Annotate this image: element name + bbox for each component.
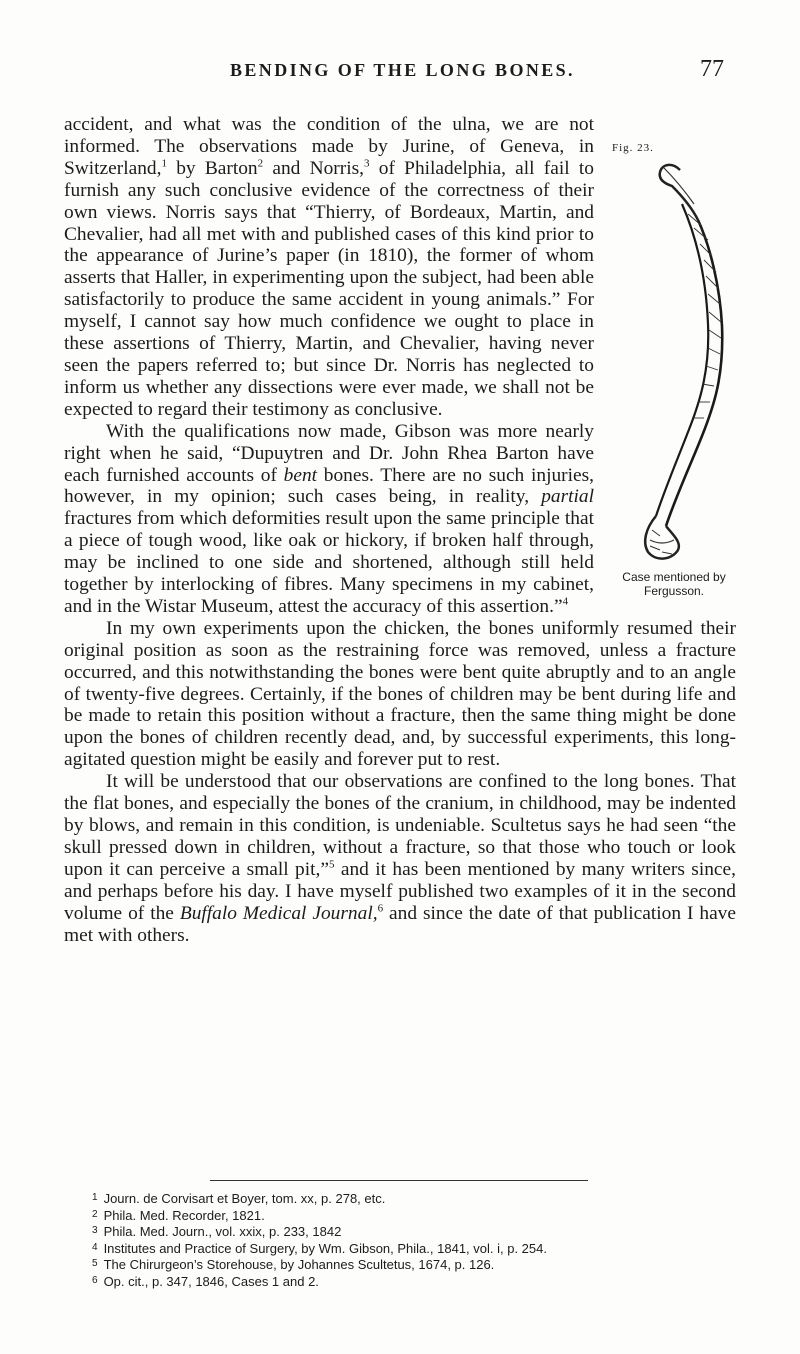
footnote: $^6$ Op. cit., p. 347, 1846, Cases 1 and 2. bbox=[92, 1273, 319, 1289]
footnote: $^4$ Institutes and Practice of Surgery, by Wm. Gibson, Phila., 1841, vol. i, p. 254. bbox=[92, 1240, 547, 1256]
page-number: 77 bbox=[700, 56, 724, 82]
footnote-ref-1: 1 bbox=[161, 157, 167, 170]
footnote-ref-3: 3 bbox=[364, 157, 370, 170]
footnote: $^5$ The Chirurgeon’s Storehouse, by Johannes Scultetus, 1674, p. 126. bbox=[92, 1257, 495, 1272]
footnote: $^2$ Phila. Med. Recorder, 1821. bbox=[92, 1207, 265, 1223]
footnote-divider bbox=[210, 1180, 588, 1181]
footnotes bbox=[92, 1190, 752, 1289]
footnote-ref-5: 5 bbox=[328, 858, 335, 871]
bent-bone-illustration bbox=[602, 156, 746, 566]
paragraph-2: With the qualifications now made, Gibson was more nearly right when he said, “Dupuytren and Dr. John Rhea Barton have each furnished accounts of bent bones. There are no such injuries, however, in my opinion; such cases being, in reality, partial fractures from which deformities result upon the same principle that a piece of tough wood, like oak or hickory, if broken half through, may be inclined to one side and shortened, although still held together by interlocking of fibres. Many specimens in my cabinet, and in the Wistar Museum, attest the accuracy of this assertion.”$^4$ bbox=[64, 420, 594, 617]
footnote-ref-2: 2 bbox=[257, 157, 264, 170]
running-head bbox=[0, 56, 800, 90]
running-title: BENDING OF THE LONG BONES. bbox=[230, 60, 575, 80]
paragraph-3: In my own experiments upon the chicken, the bones uniformly resumed their original position as soon as the restraining force was removed, unless a fracture occurred, and this notwithstanding the bones were bent quite abruptly and to an angle of twenty-five degrees. Certainly, if the bones of children may be bent during life and be made to retain this position without a fracture, then the same thing might be done upon the bones of children recently dead, and, by successful experiments, this long-agitated question might be easily and forever put to rest. bbox=[64, 617, 736, 771]
footnote-ref-6: 6 bbox=[377, 902, 384, 915]
body-text bbox=[64, 114, 736, 946]
footnote-ref-4: 4 bbox=[562, 595, 569, 608]
figure-caption-line-2: Fergusson. bbox=[643, 584, 705, 598]
footnote: $^3$ Phila. Med. Journ., vol. xxix, p. 233, 1842 bbox=[92, 1224, 342, 1239]
figure-caption-line-1: Case mentioned by bbox=[622, 570, 726, 584]
paragraph-1: accident, and what was the condition of the ulna, we are not informed. The observations made by Jurine, of Geneva, in Switzerland,$^1$ by Barton$^2$ and Norris,$^3$ of Philadelphia, all fail to furnish any such conclusive evidence of the correctness of their own views. Norris says that “Thierry, of Bordeaux, Martin, and Chevalier, had all met with and published cases of this kind prior to the appearance of Jurine’s paper (in 1810), the former of whom asserts that Haller, in experimenting upon the subject, had been able satisfactorily to produce the same accident in young animals.” For myself, I cannot say how much confidence we ought to place in these assertions of Thierry, Martin, and Chevalier, having never seen the papers referred to; but since Dr. Norris has neglected to inform us whether any dissections were ever made, we shall not be expected to regard their testimony as conclusive. bbox=[64, 114, 594, 420]
paragraph-4: It will be understood that our observations are confined to the long bones. That the flat bones, and especially the bones of the cranium, in childhood, may be indented by blows, and remain in this condition, is undeniable. Scultetus says he had seen “the skull pressed down in children, without a fracture, so that those who touch or look upon it can perceive a small pit,”$^5$ and it has been mentioned by many writers since, and perhaps before his day. I have myself published two examples of it in the second volume of the Buffalo Medical Journal,$^6$ and since the date of that publication I have met with others. bbox=[64, 771, 736, 946]
figure-caption bbox=[602, 570, 746, 598]
footnote: $^1$ Journ. de Corvisart et Boyer, tom. xx, p. 278, etc. bbox=[92, 1191, 386, 1206]
figure-label: Fig. 23. bbox=[612, 142, 654, 154]
figure-23 bbox=[602, 142, 746, 610]
